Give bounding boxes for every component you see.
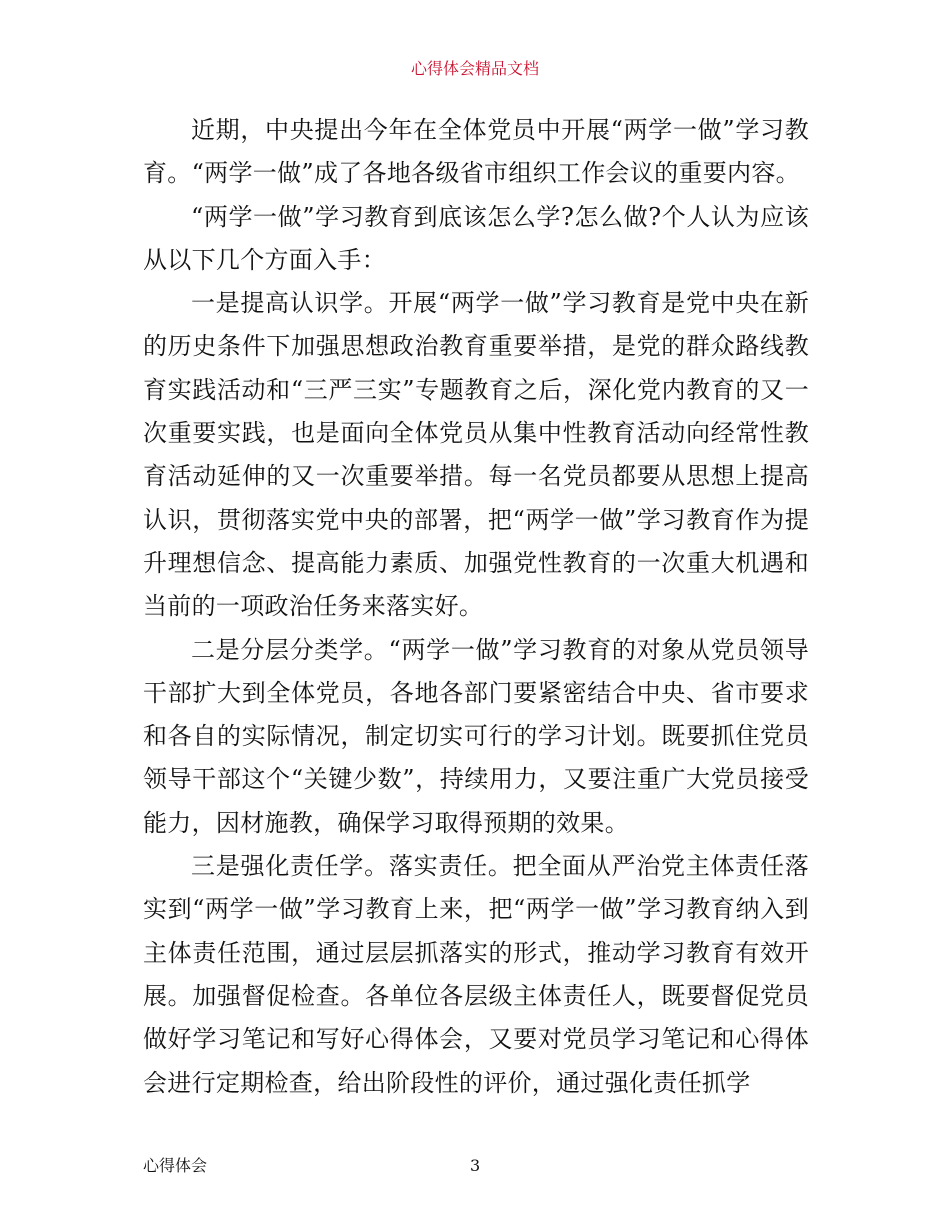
document-body — [143, 109, 809, 1105]
footer-label: 心得体会 — [143, 1156, 208, 1175]
paragraph-point-three: 三是强化责任学。落实责任。把全面从严治党主体责任落实到“两学一做”学习教育上来，把“两学一做”学习教育纳入到主体责任范围，通过层层抓落实的形式，推动学习教育有效开展。加强督促检查。各单位各层级主体责任人，既要督促党员做好学习笔记和写好心得体会，又要对党员学习笔记和心得体会进行定期检查，给出阶段性的评价，通过强化责任抓学 — [143, 852, 809, 1097]
paragraph-point-two: 二是分层分类学。“两学一做”学习教育的对象从党员领导干部扩大到全体党员，各地各部门要紧密结合中央、省市要求和各自的实际情况，制定切实可行的学习计划。既要抓住党员领导干部这个“关键少数”，持续用力，又要注重广大党员接受能力，因材施教，确保学习取得预期的效果。 — [143, 635, 809, 837]
page-header-title: 心得体会精品文档 — [410, 59, 539, 78]
paragraph-question: “两学一做”学习教育到底该怎么学?怎么做?个人认为应该从以下几个方面入手： — [143, 202, 809, 274]
paragraph-intro: 近期，中央提出今年在全体党员中开展“两学一做”学习教育。“两学一做”成了各地各级省市组织工作会议的重要内容。 — [143, 116, 809, 188]
page-number: 3 — [470, 1156, 481, 1175]
paragraph-point-one: 一是提高认识学。开展“两学一做”学习教育是党中央在新的历史条件下加强思想政治教育重要举措，是党的群众路线教育实践活动和“三严三实”专题教育之后，深化党内教育的又一次重要实践，也是面向全体党员从集中性教育活动向经常性教育活动延伸的又一次重要举措。每一名党员都要从思想上提高认识，贯彻落实党中央的部署，把“两学一做”学习教育作为提升理想信念、提高能力素质、加强党性教育的一次重大机遇和当前的一项政治任务来落实好。 — [143, 289, 809, 621]
